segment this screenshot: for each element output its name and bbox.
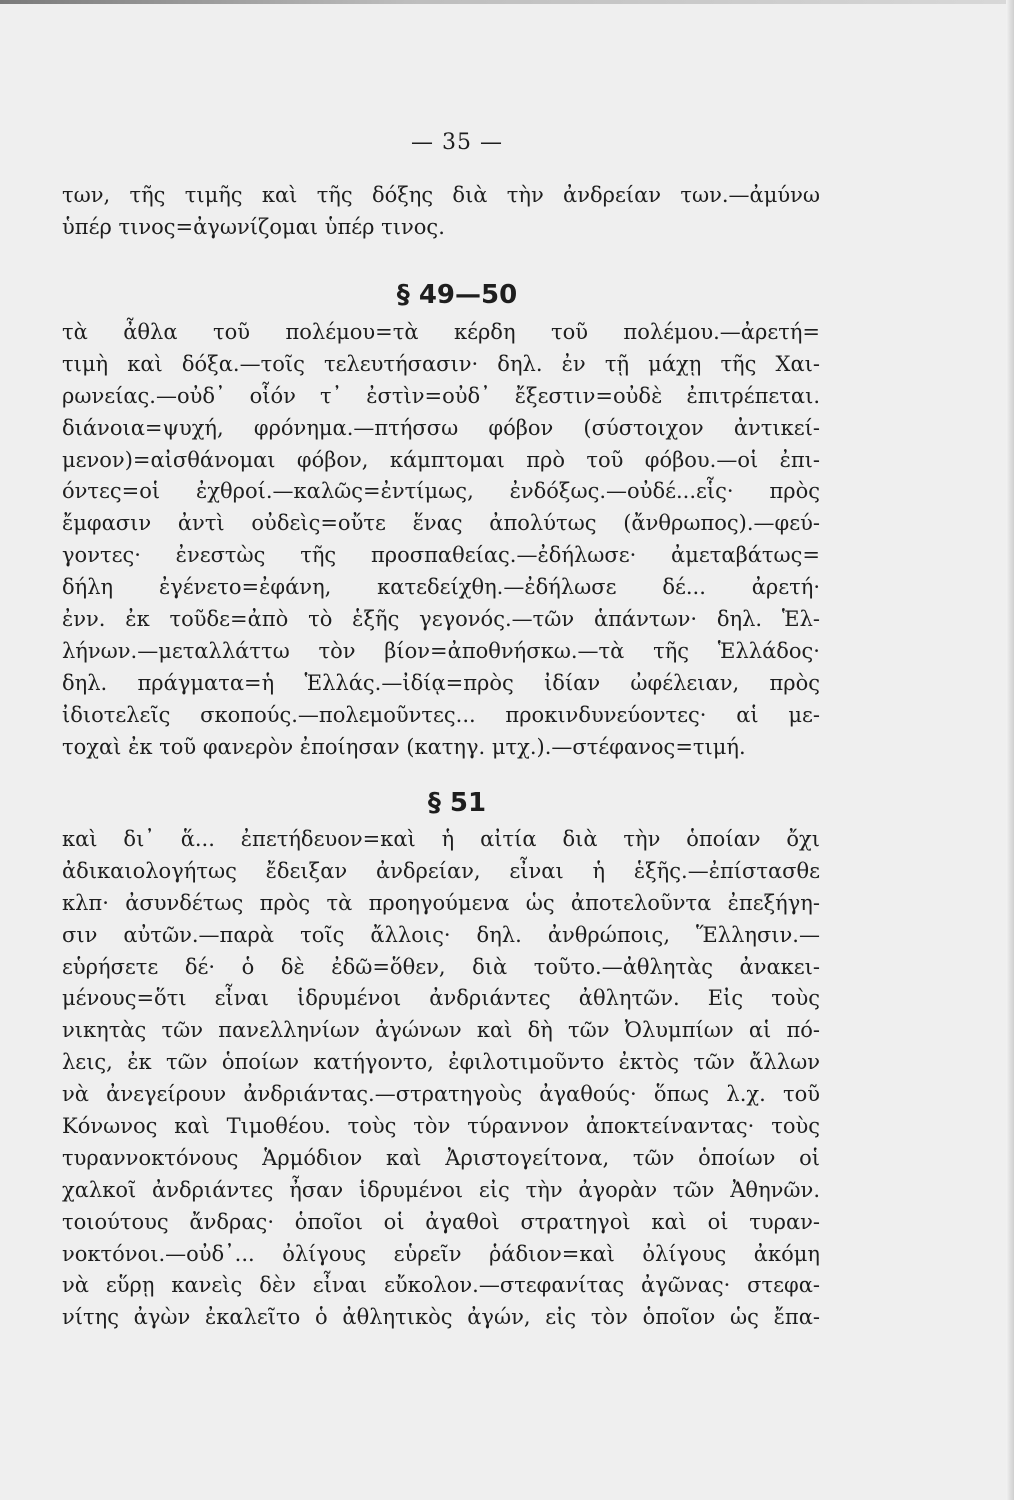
text-block-intro bbox=[62, 180, 820, 244]
text-block-section-51 bbox=[62, 824, 820, 1334]
text-line: καὶ δι᾽ ἅ... ἐπετήδευον=καὶ ἡ αἰτία διὰ τὴν ὁποίαν ὄχι bbox=[62, 827, 820, 851]
text-line: ἰδιοτελεῖς σκοπούς.—πολεμοῦντες... προκινδυνεύοντες· αἱ με- bbox=[62, 702, 820, 727]
text-line: ἐνν. ἐκ τοῦδε=ἀπὸ τὸ ἑξῆς γεγονός.—τῶν ἁπάντων· δηλ. Ἑλ- bbox=[62, 607, 820, 632]
text-line: τοιούτους ἄνδρας· ὁποῖοι οἱ ἀγαθοὶ στρατηγοὶ καὶ οἱ τυραν- bbox=[62, 1209, 820, 1234]
text-line: λεις, ἐκ τῶν ὁποίων κατήγοντο, ἐφιλοτιμοῦντο ἐκτὸς τῶν ἄλλων bbox=[62, 1050, 820, 1075]
text-block-section-49-50 bbox=[62, 317, 820, 763]
text-line: εὑρήσετε δέ· ὁ δὲ ἐδῶ=ὅθεν, διὰ τοῦτο.—ἀθλητὰς ἀνακει- bbox=[62, 954, 820, 979]
section-heading: § 49—50 bbox=[396, 280, 518, 310]
text-line: μένους=ὅτι εἶναι ἱδρυμένοι ἀνδριάντες ἀθλητῶν. Εἰς τοὺς bbox=[62, 986, 820, 1011]
text-line: νὰ ἀνεγείρουν ἀνδριάντας.—στρατηγοὺς ἀγαθούς· ὅπως λ.χ. τοῦ bbox=[62, 1082, 820, 1107]
text-line: νικητὰς τῶν πανελληνίων ἀγώνων καὶ δὴ τῶν Ὀλυμπίων αἱ πό- bbox=[62, 1018, 820, 1043]
text-line: νίτης ἀγὼν ἐκαλεῖτο ὁ ἀθλητικὸς ἀγών, εἰς τὸν ὁποῖον ὡς ἔπα- bbox=[62, 1305, 820, 1330]
text-line: σιν αὐτῶν.—παρὰ τοῖς ἄλλοις· δηλ. ἀνθρώποις, Ἕλλησιν.— bbox=[62, 922, 820, 947]
page-edge-shadow bbox=[1006, 0, 1014, 1500]
text-line: ρωνείας.—οὐδ᾽ οἷόν τ᾽ ἐστὶν=οὐδ᾽ ἔξεστιν=οὐδὲ ἐπιτρέπεται. bbox=[62, 383, 820, 408]
text-line: νὰ εὕρῃ κανεὶς δὲν εἶναι εὔκολον.—στεφανίτας ἀγῶνας· στεφα- bbox=[62, 1273, 820, 1298]
text-line: τὰ ἆθλα τοῦ πολέμου=τὰ κέρδη τοῦ πολέμου.—ἀρετή= bbox=[62, 320, 820, 344]
text-line: λήνων.—μεταλλάττω τὸν βίον=ἀποθνήσκω.—τὰ τῆς Ἑλλάδος· bbox=[62, 638, 820, 663]
text-line: τιμὴ καὶ δόξα.—τοῖς τελευτήσασιν· δηλ. ἐν τῇ μάχῃ τῆς Χαι- bbox=[62, 351, 820, 376]
text-line: δήλη ἐγένετο=ἐφάνη, κατεδείχθη.—ἐδήλωσε δέ... ἀρετή· bbox=[62, 575, 820, 600]
text-line: τοχαὶ ἐκ τοῦ φανερὸν ἐποίησαν (κατηγ. μτχ.).—στέφανος=τιμή. bbox=[62, 734, 746, 759]
text-line: όντες=οἱ ἐχθροί.—καλῶς=ἐντίμως, ἐνδόξως.—οὐδέ...εἷς· πρὸς bbox=[62, 479, 820, 504]
text-line: χαλκοῖ ἀνδριάντες ἦσαν ἱδρυμένοι εἰς τὴν ἀγορὰν τῶν Ἀθηνῶν. bbox=[62, 1177, 820, 1202]
text-line: Κόνωνος καὶ Τιμοθέου. τοὺς τὸν τύραννον ἀποκτείναντας· τοὺς bbox=[62, 1114, 820, 1139]
text-line: ἔμφασιν ἀντὶ οὐδεὶς=οὔτε ἕνας ἀπολύτως (ἄνθρωπος).—φεύ- bbox=[62, 511, 820, 536]
text-line: γοντες· ἐνεστὼς τῆς προσπαθείας.—ἐδήλωσε· ἀμεταβάτως= bbox=[62, 543, 820, 568]
text-line: τυραννοκτόνους Ἁρμόδιον καὶ Ἀριστογείτονα, τῶν ὁποίων οἱ bbox=[62, 1145, 820, 1170]
text-line: των, τῆς τιμῆς καὶ τῆς δόξης διὰ τὴν ἀνδρείαν των.—ἀμύνω bbox=[62, 183, 820, 207]
text-line: ἀδικαιολογήτως ἔδειξαν ἀνδρείαν, εἶναι ἡ ἑξῆς.—ἐπίστασθε bbox=[62, 858, 820, 883]
text-line: κλπ· ἀσυνδέτως πρὸς τὰ προηγούμενα ὡς ἀποτελοῦντα ἐπεξήγη- bbox=[62, 890, 820, 915]
text-line: διάνοια=ψυχή, φρόνημα.—πτήσσω φόβον (σύστοιχον ἀντικεί- bbox=[62, 415, 820, 440]
text-line: μενον)=αἰσθάνομαι φόβον, κάμπτομαι πρὸ τοῦ φόβου.—οἱ ἐπι- bbox=[62, 447, 820, 472]
page-number: — 35 — bbox=[411, 130, 503, 155]
text-line: δηλ. πράγματα=ἡ Ἑλλάς.—ἰδίᾳ=πρὸς ἰδίαν ὠφέλειαν, πρὸς bbox=[62, 670, 820, 695]
text-line: νοκτόνοι.—οὐδ᾽... ὀλίγους εὑρεῖν ῥάδιον=καὶ ὀλίγους ἀκόμη bbox=[62, 1241, 820, 1266]
top-edge-shadow bbox=[0, 0, 1014, 4]
text-line: ὑπέρ τινος=ἀγωνίζομαι ὑπέρ τινος. bbox=[62, 214, 445, 239]
section-heading: § 51 bbox=[427, 788, 487, 818]
